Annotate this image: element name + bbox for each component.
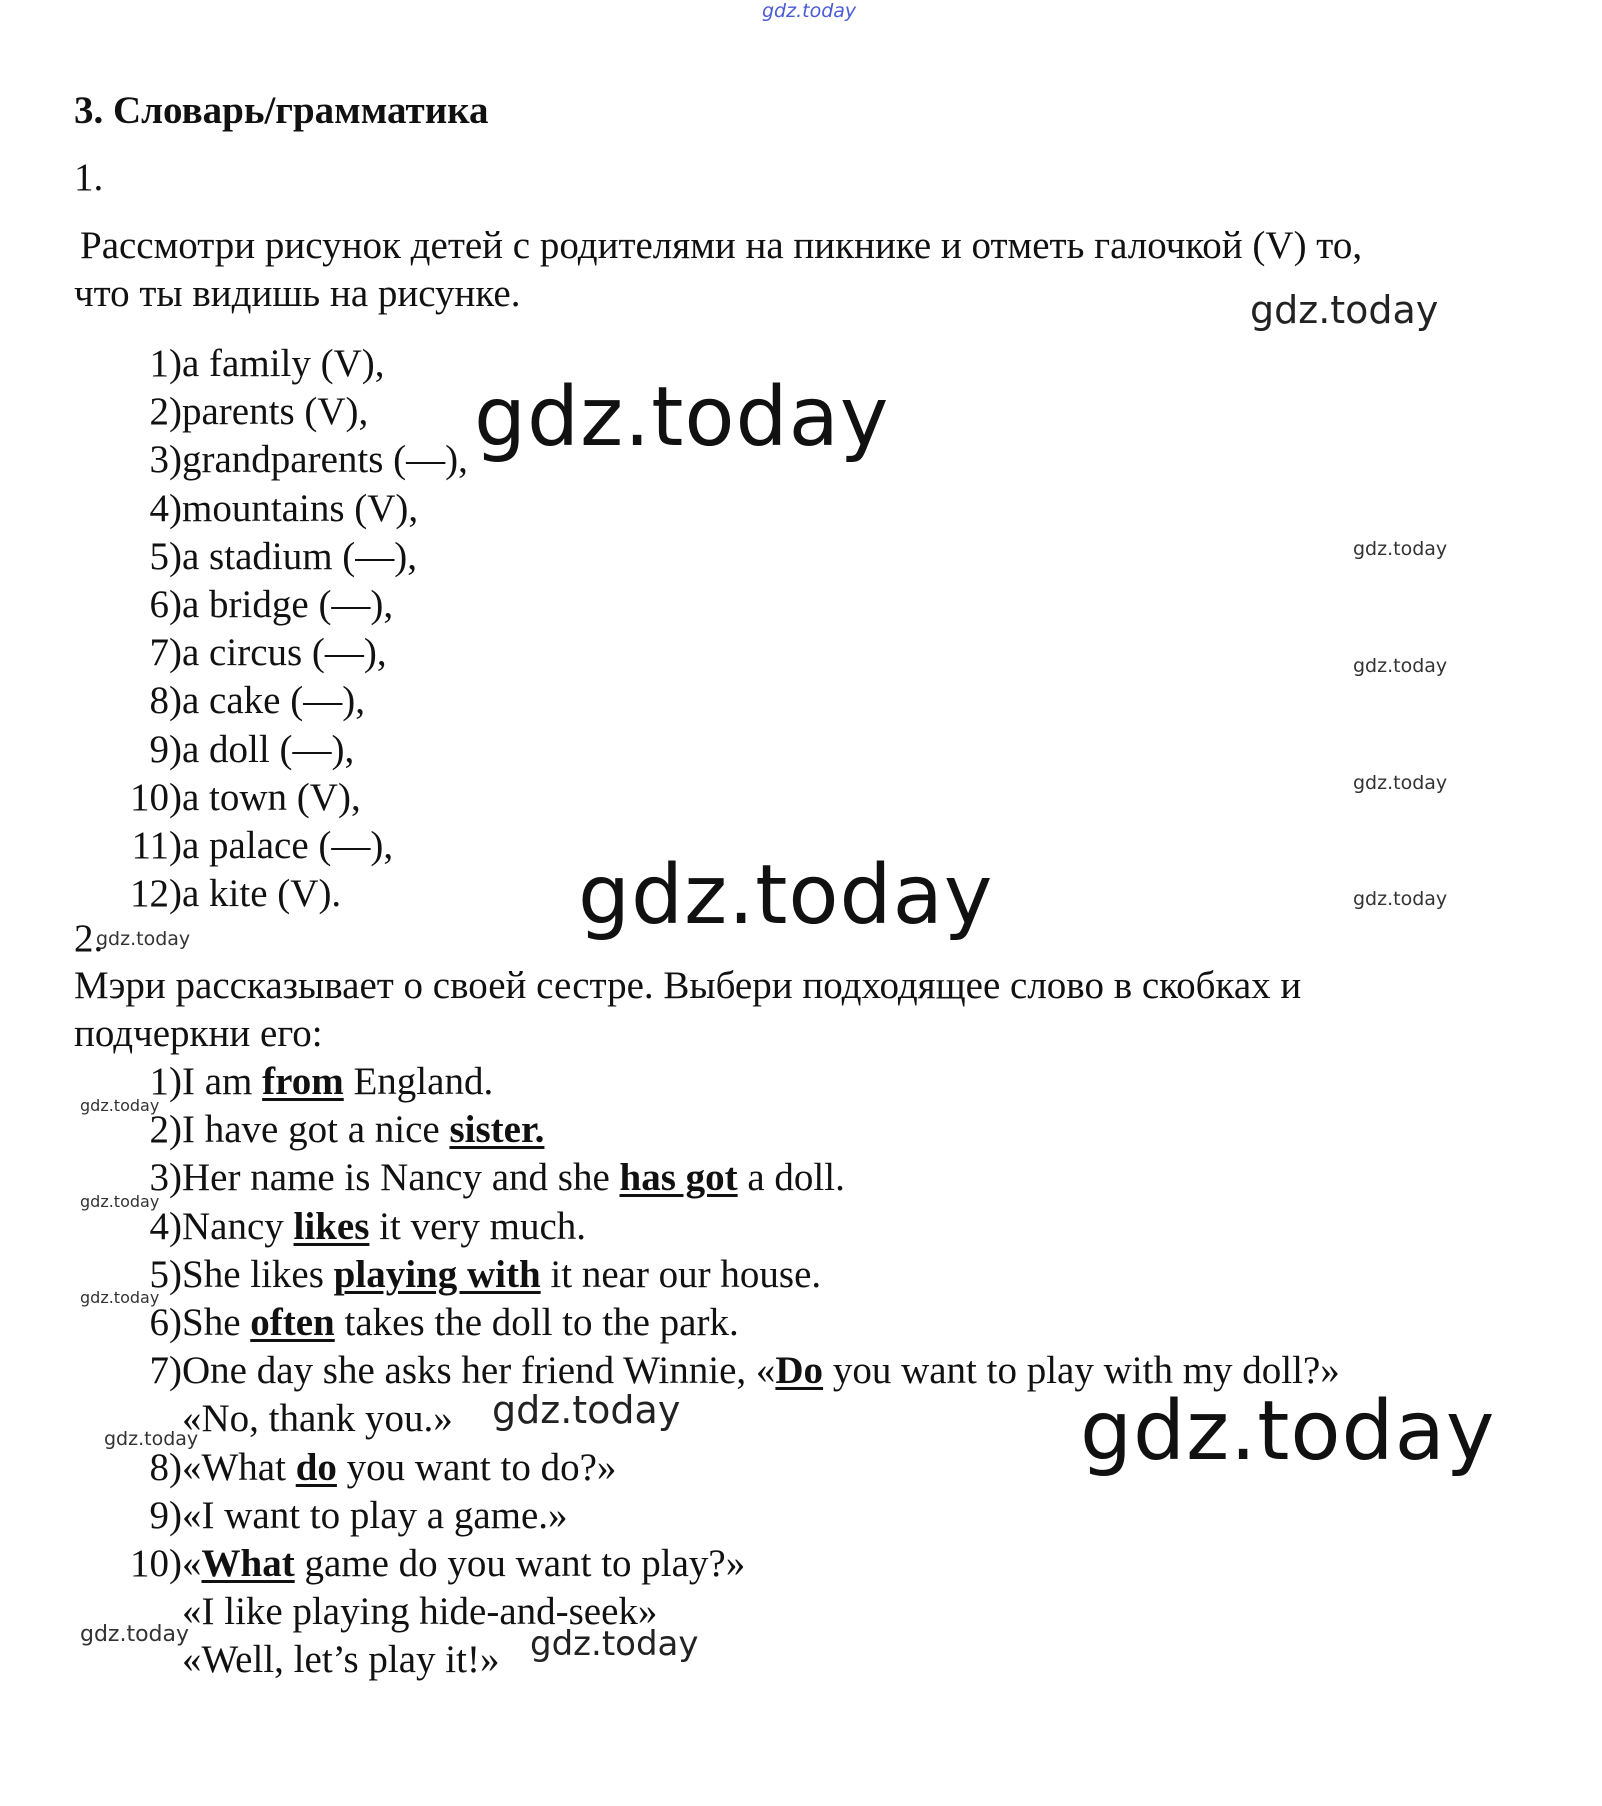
- watermark: gdz.today: [1080, 1384, 1496, 1479]
- item-sentence: [182, 1636, 499, 1684]
- sentence-end: England.: [343, 1060, 494, 1103]
- item-text: a bridge (—),: [182, 583, 394, 626]
- sentence-start: «I want to play a game.»: [182, 1493, 568, 1537]
- item-text: a kite (V).: [182, 872, 342, 916]
- item-sentence: [182, 1106, 544, 1154]
- watermark: gdz.today: [80, 1622, 190, 1647]
- item-sentence: [182, 1299, 739, 1347]
- item-text: a family (V),: [182, 342, 385, 385]
- sentence-start: «: [182, 1542, 202, 1585]
- item-number: 5): [149, 1252, 182, 1296]
- watermark: gdz.today: [96, 928, 191, 950]
- item-text: mountains (V),: [182, 486, 419, 530]
- watermark-top: gdz.today: [762, 0, 857, 22]
- underlined-answer: likes: [293, 1204, 370, 1248]
- watermark: gdz.today: [578, 848, 994, 943]
- task2-item: [74, 1058, 1524, 1106]
- item-number: 6): [149, 1301, 182, 1344]
- underlined-answer: sister.: [449, 1108, 545, 1152]
- underlined-answer: often: [250, 1301, 335, 1344]
- sentence-start: «No, thank you.»: [182, 1397, 453, 1441]
- watermark: gdz.today: [530, 1624, 699, 1664]
- sentence-start: I am: [182, 1060, 263, 1103]
- sentence-start: She likes: [182, 1252, 334, 1296]
- task2-item: [74, 1299, 1524, 1347]
- task2-item: [74, 1492, 1524, 1540]
- watermark: gdz.today: [80, 1288, 160, 1307]
- watermark: gdz.today: [474, 370, 890, 465]
- sentence-start: «What: [182, 1445, 296, 1489]
- item-number: 3): [149, 438, 182, 482]
- task2-item: [74, 1540, 1524, 1588]
- item-number: 6): [149, 583, 182, 626]
- item-number: 1): [149, 1060, 182, 1103]
- sentence-end: you want to do?»: [336, 1445, 617, 1489]
- task2-instruction-line1: Мэри рассказывает о своей сестре. Выбери подходящее слово в скобках и: [74, 964, 1302, 1007]
- item-text: parents (V),: [182, 390, 369, 434]
- task1-item: [74, 726, 974, 774]
- item-sentence: [182, 1203, 586, 1251]
- watermark: gdz.today: [104, 1428, 199, 1450]
- sentence-end: it near our house.: [540, 1252, 822, 1296]
- task2-item: [74, 1106, 1524, 1154]
- item-number: 1): [149, 342, 182, 385]
- task1-item: [74, 581, 974, 629]
- item-number: 2): [149, 1108, 182, 1152]
- task1-instruction-line2: что ты видишь на рисунке.: [74, 272, 521, 315]
- watermark: gdz.today: [1353, 655, 1448, 677]
- underlined-answer: has got: [619, 1156, 738, 1200]
- task2-item: [74, 1251, 1524, 1299]
- item-sentence: [182, 1154, 845, 1202]
- item-text: a stadium (—),: [182, 534, 418, 578]
- sentence-start: One day she asks her friend Winnie, «: [182, 1349, 776, 1393]
- task1-item: [74, 485, 974, 533]
- sentence-end: you want to play with my doll?»: [823, 1349, 1340, 1393]
- item-number: 11): [131, 824, 182, 867]
- item-number: 12): [130, 872, 182, 916]
- item-sentence: [182, 1251, 821, 1299]
- task1-item: [74, 774, 974, 822]
- task1-number: 1.: [74, 156, 104, 199]
- item-number: 4): [149, 1204, 182, 1248]
- item-number: 9): [149, 1493, 182, 1537]
- underlined-answer: do: [295, 1445, 337, 1489]
- item-number: 10): [130, 1542, 182, 1585]
- sentence-end: game do you want to play?»: [294, 1542, 746, 1585]
- underlined-answer: Do: [775, 1349, 824, 1393]
- section-title: 3. Словарь/грамматика: [74, 89, 489, 132]
- sentence-start: Her name is Nancy and she: [182, 1156, 620, 1200]
- task2-item: [74, 1154, 1524, 1202]
- item-text: a circus (—),: [182, 631, 387, 675]
- watermark: gdz.today: [492, 1388, 681, 1432]
- item-text: a palace (—),: [182, 824, 394, 867]
- task2-number: 2.: [74, 917, 104, 960]
- item-text: a cake (—),: [182, 679, 365, 723]
- sentence-start: «I like playing hide-and-seek»: [182, 1590, 658, 1634]
- item-number: 8): [149, 1445, 182, 1489]
- task1-instruction-line1: Рассмотри рисунок детей с родителями на пикнике и отметь галочкой (V) то,: [80, 224, 1363, 267]
- item-number: 3): [149, 1156, 182, 1200]
- watermark: gdz.today: [80, 1192, 160, 1211]
- item-number: 7): [149, 631, 182, 675]
- sentence-start: I have got a nice: [182, 1108, 450, 1152]
- underlined-answer: playing with: [333, 1252, 541, 1296]
- underlined-answer: from: [262, 1060, 344, 1103]
- watermark: gdz.today: [80, 1096, 160, 1115]
- item-text: a town (V),: [182, 775, 361, 819]
- item-text: grandparents (—),: [182, 438, 468, 482]
- item-text: a doll (—),: [182, 727, 355, 771]
- task2-item: [74, 1636, 1524, 1684]
- item-sentence: [182, 1540, 745, 1588]
- task2-item: [74, 1203, 1524, 1251]
- watermark: gdz.today: [1353, 888, 1448, 910]
- task1-item: [74, 533, 974, 581]
- item-number: 4): [149, 486, 182, 530]
- item-number: 7): [149, 1349, 182, 1393]
- task1-item: [74, 629, 974, 677]
- item-number: 2): [149, 390, 182, 434]
- sentence-end: a doll.: [737, 1156, 845, 1200]
- item-number: 9): [149, 727, 182, 771]
- item-number: 8): [149, 679, 182, 723]
- sentence-end: it very much.: [369, 1204, 587, 1248]
- item-number: 10): [130, 775, 182, 819]
- sentence-start: Nancy: [182, 1204, 294, 1248]
- item-sentence: [182, 1058, 493, 1106]
- task2-instruction-line2: подчеркни его:: [74, 1012, 323, 1055]
- item-number: 5): [149, 534, 182, 578]
- item-sentence: [182, 1444, 616, 1492]
- underlined-answer: What: [201, 1542, 295, 1585]
- watermark: gdz.today: [1353, 538, 1448, 560]
- sentence-start: She: [182, 1301, 251, 1344]
- watermark: gdz.today: [1353, 772, 1448, 794]
- sentence-end: takes the doll to the park.: [334, 1301, 739, 1344]
- watermark: gdz.today: [1250, 288, 1439, 332]
- item-sentence: [182, 1492, 568, 1540]
- sentence-start: «Well, let’s play it!»: [182, 1638, 500, 1682]
- task2-item: [74, 1588, 1524, 1636]
- task1-item: [74, 677, 974, 725]
- item-sentence: [182, 1395, 453, 1443]
